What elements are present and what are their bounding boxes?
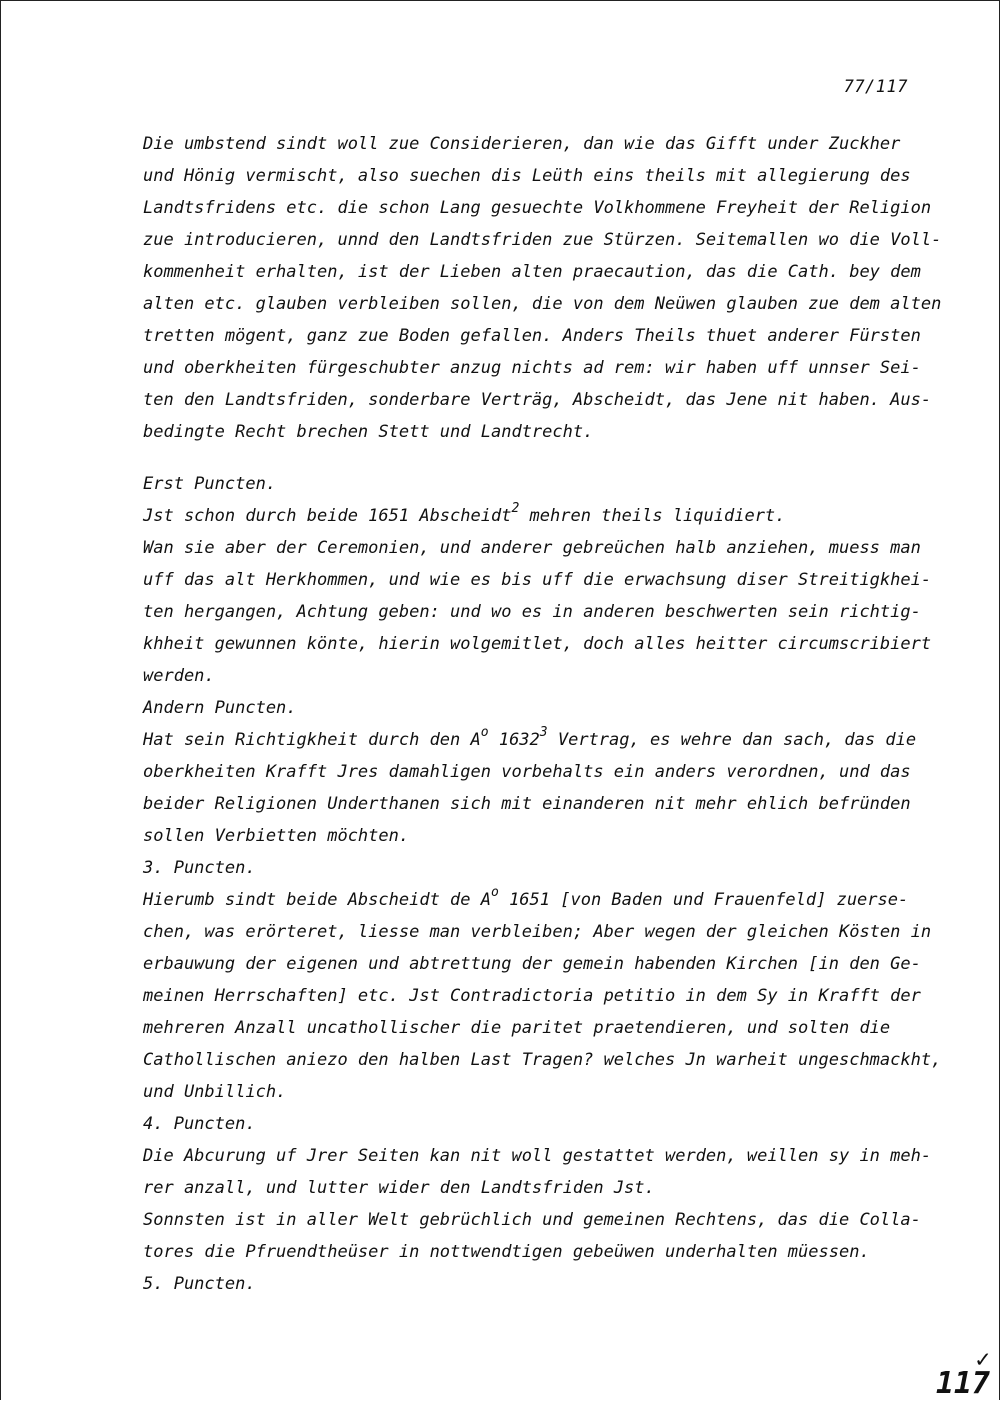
text-line: uff das alt Herkhommen, und wie es bis uff die erwachsung diser Streitigkhei-	[143, 570, 932, 590]
text-line: alten etc. glauben verbleiben sollen, die von dem Neüwen glauben zue dem alten	[143, 294, 942, 314]
text-line: erbauwung der eigenen und abtrettung der gemein habenden Kirchen [in den Ge-	[143, 954, 921, 974]
footnote-ref: 3	[539, 725, 548, 741]
text-line: und Unbillich.	[143, 1082, 287, 1102]
text-line: rer anzall, und lutter wider den Landtsfriden Jst.	[143, 1178, 655, 1198]
text-line: Die Abcurung uf Jrer Seiten kan nit woll gestattet werden, weillen sy in meh-	[143, 1146, 932, 1166]
section-heading-2: Andern Puncten.	[143, 698, 297, 718]
handwritten-folio-number: 117	[935, 1366, 990, 1401]
page-number: 77/117	[843, 77, 908, 97]
text-line: Die umbstend sindt woll zue Considerieren, dan wie das Gifft under Zuckher	[143, 134, 901, 154]
text-line: Wan sie aber der Ceremonien, und anderer gebreüchen halb anziehen, muess man	[143, 538, 921, 558]
text-line: und oberkheiten fürgeschubter anzug nichts ad rem: wir haben uff unnser Sei-	[143, 358, 921, 378]
text-line: Landtsfridens etc. die schon Lang gesuechte Volkhommene Freyheit der Religion	[143, 198, 932, 218]
text-line: bedingte Recht brechen Stett und Landtrecht.	[143, 422, 594, 442]
text-line: mehreren Anzall uncathollischer die paritet praetendieren, und solten die	[143, 1018, 891, 1038]
text-line: chen, was erörteret, liesse man verbleiben; Aber wegen der gleichen Kösten in	[143, 922, 932, 942]
text-line: oberkheiten Krafft Jres damahligen vorbehalts ein anders verordnen, und das	[143, 762, 911, 782]
text-line: sollen Verbietten möchten.	[143, 826, 410, 846]
text-line: Cathollischen aniezo den halben Last Tragen? welches Jn warheit ungeschmackht,	[143, 1050, 942, 1070]
text-line: meinen Herrschaften] etc. Jst Contradictoria petitio in dem Sy in Krafft der	[143, 986, 921, 1006]
text-line: Sonnsten ist in aller Welt gebrüchlich und gemeinen Rechtens, das die Colla-	[143, 1210, 921, 1230]
section-heading-1: Erst Puncten.	[143, 474, 277, 494]
text-line: werden.	[143, 666, 215, 686]
section-heading-5: 5. Puncten.	[143, 1274, 256, 1294]
footnote-ref: 2	[511, 501, 520, 517]
text-line: beider Religionen Underthanen sich mit einanderen nit mehr ehlich befründen	[143, 794, 911, 814]
text-line: Hierumb sindt beide Abscheidt de $A^o$ 1651 [von Baden und Frauenfeld] zuerse-	[143, 885, 909, 910]
section-heading-4: 4. Puncten.	[143, 1114, 256, 1134]
text-line: ten den Landtsfriden, sonderbare Verträg, Abscheidt, das Jene nit haben. Aus-	[143, 390, 932, 410]
text-line: tores die Pfruendtheüser in nottwendtigen gebeüwen underhalten müessen.	[143, 1242, 870, 1262]
text-line: kommenheit erhalten, ist der Lieben alten praecaution, das die Cath. bey dem	[143, 262, 921, 282]
text-line: zue introducieren, unnd den Landtsfriden zue Stürzen. Seitemallen wo die Voll-	[143, 230, 942, 250]
check-mark-icon: ✓	[975, 1345, 990, 1373]
document-body	[143, 128, 942, 1300]
text-line: khheit gewunnen könte, hierin wolgemitlet, doch alles heitter circumscribiert	[143, 634, 932, 654]
section-heading-3: 3. Puncten.	[143, 858, 256, 878]
text-line: ten hergangen, Achtung geben: und wo es in anderen beschwerten sein richtig-	[143, 602, 921, 622]
text-line: und Hönig vermischt, also suechen dis Leüth eins theils mit allegierung des	[143, 166, 911, 186]
text-line: tretten mögent, ganz zue Boden gefallen. Anders Theils thuet anderer Fürsten	[143, 326, 921, 346]
text-line: Jst schon durch beide 1651 Abscheidt$^2$ mehren theils liquidiert.	[143, 501, 786, 526]
text-line: Hat sein Richtigkheit durch den $A^o$ 1632$^3$ Vertrag, es wehre dan sach, das die	[143, 725, 917, 750]
